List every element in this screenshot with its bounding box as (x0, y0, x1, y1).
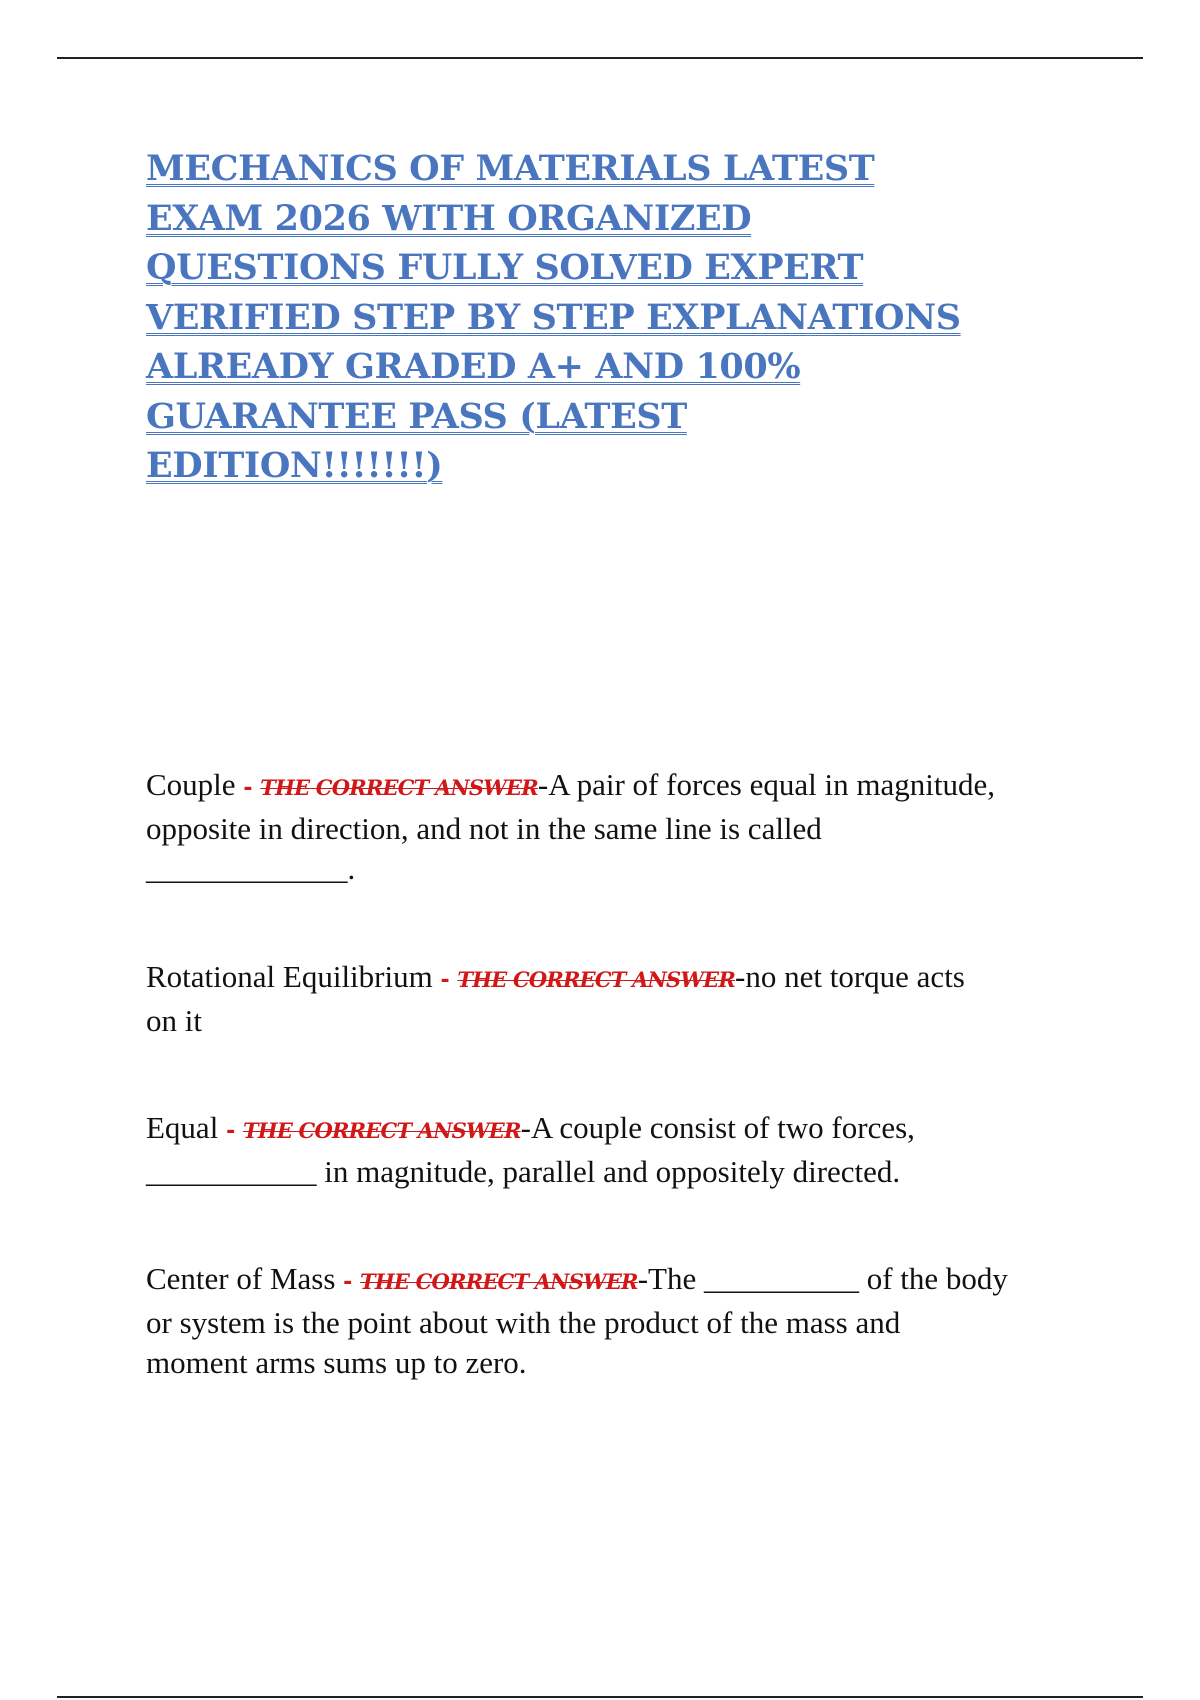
answer-dash: - (637, 1261, 649, 1296)
title-line: ALREADY GRADED A+ AND 100% (146, 346, 801, 387)
answer-separator: - (343, 1270, 353, 1295)
answer-tag: THE CORRECT ANSWER (360, 1269, 638, 1294)
qa-first-line (146, 957, 1066, 1001)
answer-dash: - (735, 959, 746, 994)
qa-item-rotational-equilibrium (146, 957, 1066, 1041)
qa-term: Equal (146, 1110, 227, 1145)
answer-dash: - (520, 1110, 531, 1145)
qa-answer-text: A couple consist of two forces, (530, 1110, 915, 1145)
title-line: VERIFIED STEP BY STEP EXPLANATIONS (146, 296, 961, 338)
answer-tag: THE CORRECT ANSWER (242, 1118, 521, 1143)
qa-answer-text: ___________ in magnitude, parallel and oppositely directed. (146, 1154, 901, 1189)
qa-term: Rotational Equilibrium (146, 959, 441, 994)
qa-item-equal (146, 1108, 1066, 1192)
qa-first-line (146, 1108, 1066, 1152)
title-line: MECHANICS OF MATERIALS LATEST (146, 148, 875, 189)
answer-separator: - (243, 776, 253, 801)
qa-answer-text: _____________. (146, 851, 356, 886)
qa-answer-text: or system is the point about with the product of the mass and (146, 1305, 901, 1340)
qa-term: Couple (146, 767, 244, 802)
qa-answer-text: opposite in direction, and not in the same line is called (146, 811, 822, 846)
qa-answer-text: moment arms sums up to zero. (146, 1345, 527, 1380)
qa-answer-text: A pair of forces equal in magnitude, (548, 767, 995, 802)
title-line: EXAM 2026 WITH ORGANIZED (146, 197, 752, 239)
title-line: EDITION!!!!!!!) (146, 445, 443, 486)
answer-separator: - (226, 1119, 236, 1144)
document-title (146, 144, 1066, 491)
qa-first-line (146, 765, 1066, 809)
qa-first-line (146, 1259, 1066, 1303)
title-line: QUESTIONS FULLY SOLVED EXPERT (146, 247, 864, 288)
header-rule (57, 57, 1143, 59)
answer-tag: THE CORRECT ANSWER (260, 775, 538, 800)
qa-answer-text: The __________ of the body (648, 1261, 1008, 1296)
qa-item-center-of-mass (146, 1259, 1066, 1383)
footer-rule (57, 1696, 1143, 1698)
answer-tag: THE CORRECT ANSWER (457, 967, 736, 992)
qa-answer-text: on it (146, 1003, 202, 1038)
title-line: GUARANTEE PASS (LATEST (146, 395, 687, 437)
qa-term: Center of Mass (146, 1261, 344, 1296)
answer-dash: - (537, 767, 549, 802)
answer-separator: - (440, 968, 450, 993)
qa-item-couple (146, 765, 1066, 889)
qa-answer-text: no net torque acts (745, 959, 965, 994)
